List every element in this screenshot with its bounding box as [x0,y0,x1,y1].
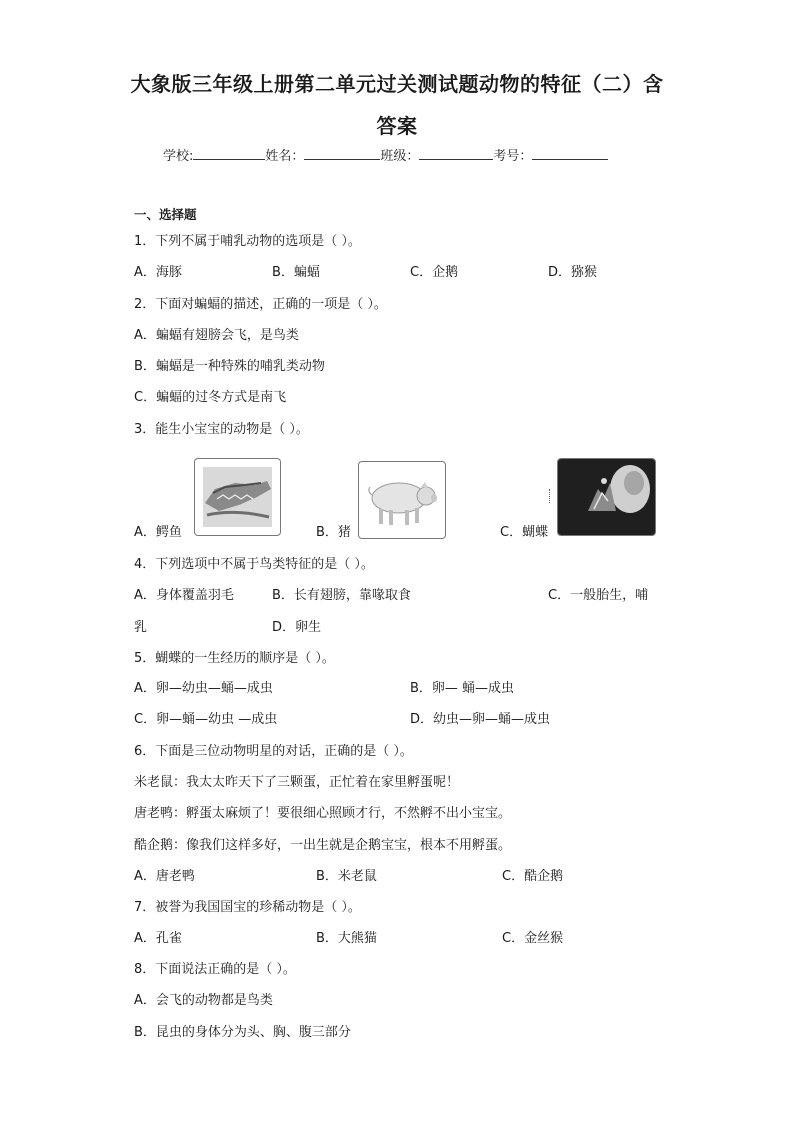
question-2-stem: 2．下面对蝙蝠的描述，正确的一项是（ ）。 [134,297,387,312]
question-8-stem: 8．下面说法正确的是（ ）。 [134,962,296,977]
question-4-stem: 4．下列选项中不属于鸟类特征的是（ ）。 [134,557,374,572]
crocodile-image [194,458,281,536]
question-3-stem: 3．能生小宝宝的动物是（ ）。 [134,422,309,437]
question-1-option-a: A．海豚 [134,265,182,280]
question-5-option-b: B．卵— 蛹—成虫 [410,681,515,696]
section-heading: 一、选择题 [134,207,197,222]
dotted-mark [549,489,551,503]
question-3-option-b: B．猪 [316,525,351,540]
question-3-option-c: C．蝴蝶 [500,525,549,540]
question-5-option-d: D．幼虫—卵—蛹—成虫 [410,712,551,727]
question-4-option-d: D．卵生 [272,620,322,635]
question-2-option-c: C．蝙蝠的过冬方式是南飞 [134,390,287,405]
name-label: 姓名： [265,149,305,164]
question-3-option-a: A．鳄鱼 [134,525,182,540]
question-6-stem: 6．下面是三位动物明星的对话，正确的是（ ）。 [134,744,413,759]
question-6-dialogue-1: 米老鼠：我太太昨天下了三颗蛋，正忙着在家里孵蛋呢！ [134,775,460,790]
name-blank[interactable] [304,146,380,160]
butterfly-image [557,458,656,536]
question-1-option-b: B．蝙蝠 [272,265,320,280]
question-4-option-b: B．长有翅膀，靠喙取食 [272,588,411,603]
question-8-option-b: B．昆虫的身体分为头、胸、腹三部分 [134,1025,351,1040]
class-blank[interactable] [419,146,493,160]
question-2-option-a: A．蝙蝠有翅膀会飞，是鸟类 [134,328,299,343]
question-5-option-a: A．卵—幼虫—蛹—成虫 [134,681,273,696]
question-6-dialogue-3: 酷企鹅：像我们这样多好，一出生就是企鹅宝宝，根本不用孵蛋。 [134,838,512,853]
question-6-option-c: C．酷企鹅 [502,869,564,884]
number-label: 考号： [493,149,533,164]
document-title-line-2: 答案 [376,114,418,138]
school-label: 学校: [163,149,194,164]
question-1-option-d: D．猕猴 [548,265,598,280]
school-blank[interactable] [193,146,265,160]
class-label: 班级： [380,149,420,164]
question-7-option-c: C．金丝猴 [502,931,564,946]
question-4-option-c-continued: 乳 [134,620,148,635]
document-title-line-1: 大象版三年级上册第二单元过关测试题动物的特征（二）含 [130,72,664,96]
question-1-option-c: C．企鹅 [410,265,459,280]
question-7-option-b: B．大熊猫 [316,931,377,946]
question-5-option-c: C．卵—蛹—幼虫 —成虫 [134,712,278,727]
student-info-row [163,145,608,164]
number-blank[interactable] [532,146,608,160]
question-7-option-a: A．孔雀 [134,931,182,946]
question-7-stem: 7．被誉为我国国宝的珍稀动物是（ ）。 [134,900,361,915]
question-6-option-b: B．米老鼠 [316,869,377,884]
question-8-option-a: A．会飞的动物都是鸟类 [134,993,273,1008]
question-4-option-a: A．身体覆盖羽毛 [134,588,234,603]
question-1-stem: 1．下列不属于哺乳动物的选项是（ ）。 [134,234,361,249]
question-6-dialogue-2: 唐老鸭：孵蛋太麻烦了！要很细心照顾才行，不然孵不出小宝宝。 [134,806,512,821]
question-2-option-b: B．蝙蝠是一种特殊的哺乳类动物 [134,359,325,374]
question-6-option-a: A．唐老鸭 [134,869,195,884]
question-4-option-c: C．一般胎生，哺 [548,588,649,603]
question-5-stem: 5．蝴蝶的一生经历的顺序是（ ）。 [134,651,335,666]
pig-image [358,461,446,539]
